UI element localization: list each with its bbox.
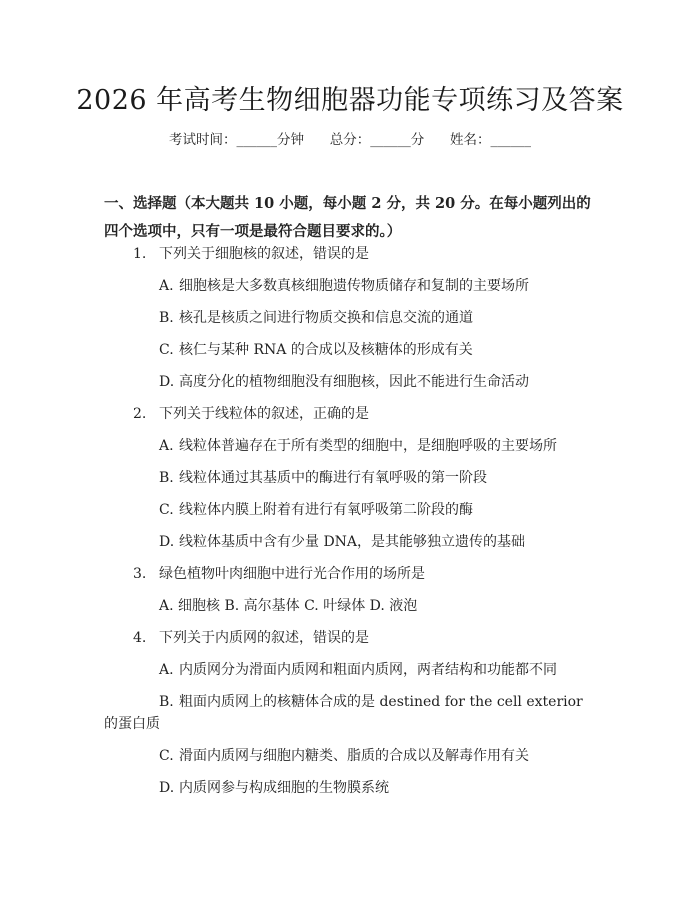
option-text: 核仁与某种 RNA 的合成以及核糖体的形成有关 xyxy=(179,342,473,358)
question-number: 3. xyxy=(133,566,147,582)
question-1-option-a xyxy=(159,276,529,296)
question-4-option-c xyxy=(159,746,529,766)
option-text: 滑面内质网与细胞内糖类、脂质的合成以及解毒作用有关 xyxy=(179,748,529,764)
exam-info xyxy=(0,130,700,150)
option-label: B. xyxy=(159,470,174,486)
question-stem: 绿色植物叶肉细胞中进行光合作用的场所是 xyxy=(159,566,425,582)
option-text: 细胞核是大多数真核细胞遗传物质储存和复制的主要场所 xyxy=(179,278,529,294)
question-3 xyxy=(133,564,425,584)
option-label: C. xyxy=(159,748,174,764)
question-4-option-d xyxy=(159,778,389,798)
question-4-option-b-continuation: 的蛋白质 xyxy=(104,716,160,732)
option-label: A. xyxy=(159,662,174,678)
option-text: 内质网分为滑面内质网和粗面内质网，两者结构和功能都不同 xyxy=(179,662,557,678)
option-label: B. xyxy=(159,310,174,326)
page-title: 2026 年高考生物细胞器功能专项练习及答案 xyxy=(76,85,624,116)
exam-time-field: 考试时间：______分钟 xyxy=(169,132,304,148)
question-4-option-a xyxy=(159,660,557,680)
question-2-option-b xyxy=(159,468,487,488)
question-3-options: A. 细胞核 B. 高尔基体 C. 叶绿体 D. 液泡 xyxy=(159,598,418,614)
question-1-option-c xyxy=(159,340,473,360)
total-score-field: 总分：______分 xyxy=(329,132,425,148)
question-stem: 下列关于线粒体的叙述，正确的是 xyxy=(159,406,369,422)
question-2 xyxy=(133,404,369,424)
option-text: 线粒体基质中含有少量 DNA，是其能够独立遗传的基础 xyxy=(179,534,526,550)
option-text: 高度分化的植物细胞没有细胞核，因此不能进行生命活动 xyxy=(179,374,529,390)
question-number: 4. xyxy=(133,630,147,646)
option-label: A. xyxy=(159,278,174,294)
question-1-option-b xyxy=(159,308,473,328)
section-heading: 一、选择题（本大题共 10 小题，每小题 2 分，共 20 分。在每小题列出的四个选项中，只有一项是最符合题目要求的。） xyxy=(104,195,591,240)
question-1 xyxy=(133,244,369,264)
question-1-option-d xyxy=(159,372,529,392)
option-text: 核孔是核质之间进行物质交换和信息交流的通道 xyxy=(179,310,473,326)
question-4 xyxy=(133,628,369,648)
option-text: 线粒体普遍存在于所有类型的细胞中，是细胞呼吸的主要场所 xyxy=(179,438,557,454)
option-label: A. xyxy=(159,438,174,454)
question-stem: 下列关于细胞核的叙述，错误的是 xyxy=(159,246,369,262)
option-label: D. xyxy=(159,780,175,796)
option-text: 线粒体内膜上附着有进行有氧呼吸第二阶段的酶 xyxy=(179,502,473,518)
option-label: C. xyxy=(159,342,174,358)
question-stem: 下列关于内质网的叙述，错误的是 xyxy=(159,630,369,646)
question-number: 2. xyxy=(133,406,147,422)
question-2-option-c xyxy=(159,500,473,520)
question-2-option-d xyxy=(159,532,525,552)
option-label: C. xyxy=(159,502,174,518)
option-label: B. xyxy=(159,694,174,710)
option-text: 粗面内质网上的核糖体合成的是 destined for the cell exterior xyxy=(179,694,583,710)
question-number: 1. xyxy=(133,246,147,262)
student-name-field: 姓名：______ xyxy=(450,132,531,148)
option-text: 线粒体通过其基质中的酶进行有氧呼吸的第一阶段 xyxy=(179,470,487,486)
option-label: D. xyxy=(159,374,175,390)
question-2-option-a xyxy=(159,436,557,456)
option-label: D. xyxy=(159,534,175,550)
option-text: 内质网参与构成细胞的生物膜系统 xyxy=(179,780,389,796)
question-4-option-b xyxy=(159,692,583,712)
